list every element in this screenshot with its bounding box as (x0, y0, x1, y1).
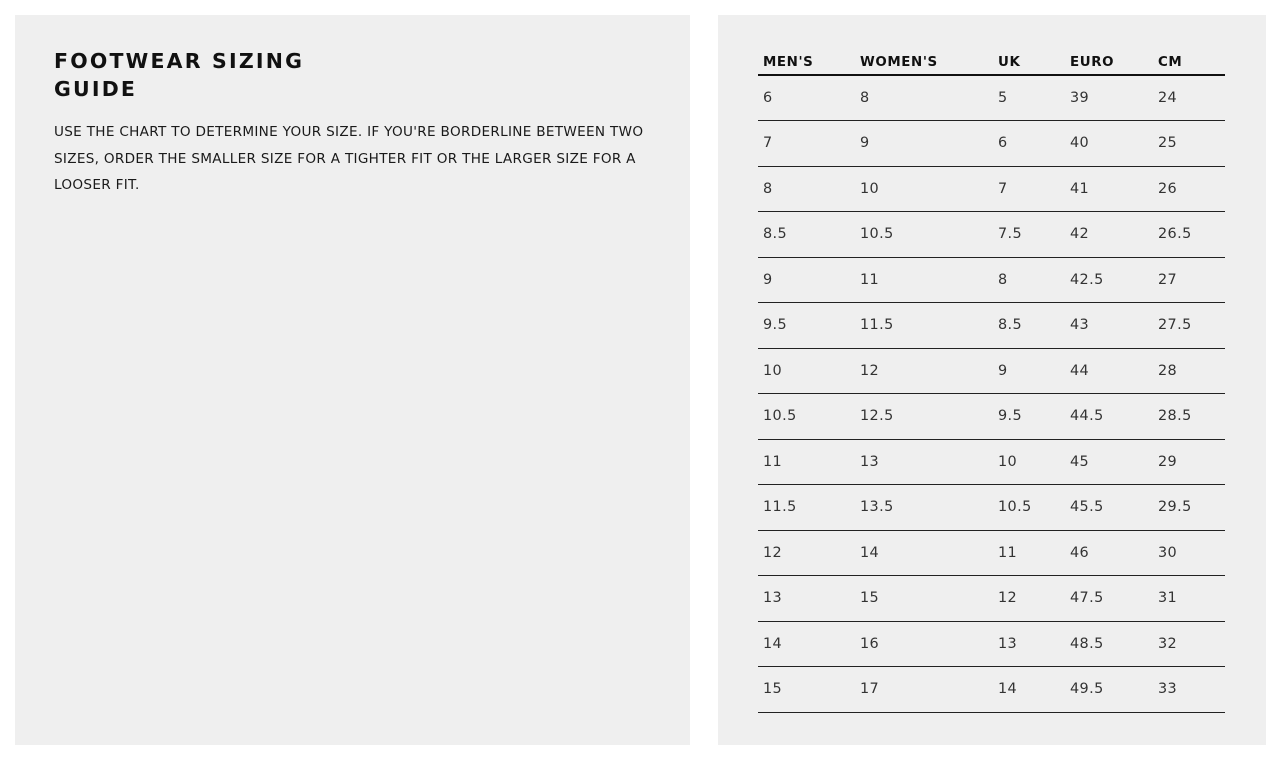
mens-size-cell: 6 (758, 75, 855, 121)
euro-size-cell: 41 (1065, 166, 1153, 212)
mens-size-cell: 9.5 (758, 303, 855, 349)
uk-size-cell: 5 (993, 75, 1065, 121)
mens-size-cell: 8 (758, 166, 855, 212)
womens-size-cell: 8 (855, 75, 993, 121)
womens-size-cell: 11 (855, 257, 993, 303)
womens-size-cell: 17 (855, 667, 993, 713)
mens-size-cell: 14 (758, 621, 855, 667)
table-row (758, 485, 1225, 531)
uk-size-cell: 10 (993, 439, 1065, 485)
euro-size-cell: 42.5 (1065, 257, 1153, 303)
column-header-cm: CM (1153, 51, 1225, 75)
cm-size-cell: 28 (1153, 348, 1225, 394)
table-row (758, 348, 1225, 394)
table-row (758, 75, 1225, 121)
cm-size-cell: 29 (1153, 439, 1225, 485)
mens-size-cell: 8.5 (758, 212, 855, 258)
cm-size-cell: 33 (1153, 667, 1225, 713)
mens-size-cell: 15 (758, 667, 855, 713)
euro-size-cell: 47.5 (1065, 576, 1153, 622)
uk-size-cell: 8.5 (993, 303, 1065, 349)
table-row (758, 121, 1225, 167)
uk-size-cell: 7.5 (993, 212, 1065, 258)
table-row (758, 212, 1225, 258)
uk-size-cell: 7 (993, 166, 1065, 212)
euro-size-cell: 48.5 (1065, 621, 1153, 667)
womens-size-cell: 15 (855, 576, 993, 622)
mens-size-cell: 11.5 (758, 485, 855, 531)
table-row (758, 303, 1225, 349)
uk-size-cell: 6 (993, 121, 1065, 167)
mens-size-cell: 7 (758, 121, 855, 167)
cm-size-cell: 30 (1153, 530, 1225, 576)
mens-size-cell: 9 (758, 257, 855, 303)
euro-size-cell: 45 (1065, 439, 1153, 485)
mens-size-cell: 11 (758, 439, 855, 485)
womens-size-cell: 13.5 (855, 485, 993, 531)
womens-size-cell: 16 (855, 621, 993, 667)
euro-size-cell: 44 (1065, 348, 1153, 394)
euro-size-cell: 44.5 (1065, 394, 1153, 440)
uk-size-cell: 9 (993, 348, 1065, 394)
womens-size-cell: 11.5 (855, 303, 993, 349)
womens-size-cell: 14 (855, 530, 993, 576)
cm-size-cell: 24 (1153, 75, 1225, 121)
womens-size-cell: 13 (855, 439, 993, 485)
euro-size-cell: 43 (1065, 303, 1153, 349)
table-row (758, 257, 1225, 303)
euro-size-cell: 39 (1065, 75, 1153, 121)
uk-size-cell: 14 (993, 667, 1065, 713)
uk-size-cell: 11 (993, 530, 1065, 576)
uk-size-cell: 9.5 (993, 394, 1065, 440)
cm-size-cell: 25 (1153, 121, 1225, 167)
table-row (758, 166, 1225, 212)
table-row (758, 621, 1225, 667)
cm-size-cell: 26.5 (1153, 212, 1225, 258)
euro-size-cell: 40 (1065, 121, 1153, 167)
womens-size-cell: 10 (855, 166, 993, 212)
womens-size-cell: 10.5 (855, 212, 993, 258)
size-chart-panel (718, 15, 1266, 745)
cm-size-cell: 31 (1153, 576, 1225, 622)
table-row (758, 576, 1225, 622)
table-row (758, 667, 1225, 713)
mens-size-cell: 13 (758, 576, 855, 622)
cm-size-cell: 26 (1153, 166, 1225, 212)
column-header-womens: WOMEN'S (855, 51, 993, 75)
uk-size-cell: 10.5 (993, 485, 1065, 531)
euro-size-cell: 49.5 (1065, 667, 1153, 713)
cm-size-cell: 32 (1153, 621, 1225, 667)
womens-size-cell: 12 (855, 348, 993, 394)
column-header-mens: MEN'S (758, 51, 855, 75)
table-row (758, 530, 1225, 576)
cm-size-cell: 29.5 (1153, 485, 1225, 531)
column-header-uk: UK (993, 51, 1065, 75)
guide-title: FOOTWEAR SIZING GUIDE (54, 49, 305, 101)
euro-size-cell: 46 (1065, 530, 1153, 576)
guide-description: USE THE CHART TO DETERMINE YOUR SIZE. IF YOU'RE BORDERLINE BETWEEN TWO SIZES, ORDER THE SMALLER SIZE FOR A TIGHTER FIT OR THE LARGER SIZE FOR A LOOSER FIT. (54, 124, 644, 193)
size-chart-header-row (758, 51, 1225, 75)
uk-size-cell: 8 (993, 257, 1065, 303)
cm-size-cell: 28.5 (1153, 394, 1225, 440)
table-row (758, 439, 1225, 485)
womens-size-cell: 9 (855, 121, 993, 167)
cm-size-cell: 27 (1153, 257, 1225, 303)
size-chart-table (758, 51, 1225, 713)
euro-size-cell: 42 (1065, 212, 1153, 258)
euro-size-cell: 45.5 (1065, 485, 1153, 531)
guide-info-panel (15, 15, 690, 745)
mens-size-cell: 10.5 (758, 394, 855, 440)
cm-size-cell: 27.5 (1153, 303, 1225, 349)
mens-size-cell: 10 (758, 348, 855, 394)
column-header-euro: EURO (1065, 51, 1153, 75)
table-row (758, 394, 1225, 440)
womens-size-cell: 12.5 (855, 394, 993, 440)
size-chart-body (758, 75, 1225, 712)
uk-size-cell: 13 (993, 621, 1065, 667)
mens-size-cell: 12 (758, 530, 855, 576)
uk-size-cell: 12 (993, 576, 1065, 622)
